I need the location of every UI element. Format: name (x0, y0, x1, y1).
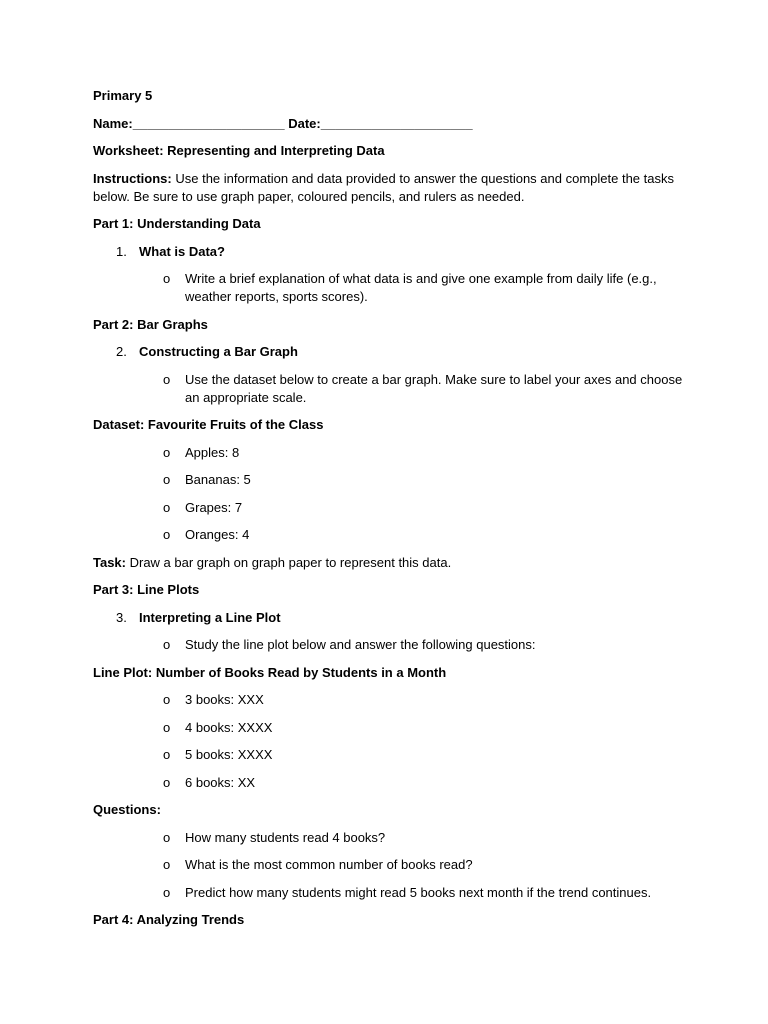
bullet-marker: o (163, 774, 171, 790)
name-label: Name: (93, 115, 133, 131)
dataset-item-grapes: Grapes: 7 (185, 499, 243, 515)
bullet-marker: o (163, 271, 171, 286)
question-number: 2. (116, 344, 127, 359)
worksheet-page (93, 87, 683, 939)
list-item (93, 856, 683, 874)
list-item (93, 774, 683, 792)
task-line (93, 554, 683, 572)
question-text: How many students read 4 books? (185, 829, 386, 845)
dataset-title: Dataset: Favourite Fruits of the Class (93, 417, 324, 432)
question-number: 1. (116, 243, 127, 259)
list-item (93, 746, 683, 764)
name-blank: _____________________ (132, 115, 285, 131)
dataset-item-apples: Apples: 8 (185, 444, 240, 460)
lineplot-row-4: 4 books: XXXX (185, 719, 273, 735)
dataset-item-oranges: Oranges: 4 (185, 527, 250, 542)
name-date-line (93, 115, 683, 133)
worksheet-title: Worksheet: Representing and Interpreting Data (93, 143, 385, 158)
list-item (93, 371, 683, 407)
bullet-marker: o (163, 829, 171, 845)
lineplot-title: Line Plot: Number of Books Read by Students in a Month (93, 664, 447, 680)
date-blank: _____________________ (320, 115, 473, 131)
instructions-text: Use the information and data provided to answer the questions and complete the tasks below. Be sure to use graph paper, coloured pencils, and rulers as needed. (93, 170, 674, 204)
part4-heading: Part 4: Analyzing Trends (93, 912, 245, 927)
list-item (93, 499, 683, 517)
lineplot-row-6: 6 books: XX (185, 774, 256, 790)
bullet-marker: o (163, 884, 171, 900)
bullet-marker: o (163, 499, 171, 515)
bullet-marker: o (163, 719, 171, 735)
dataset-item-bananas: Bananas: 5 (185, 472, 251, 487)
part2-heading: Part 2: Bar Graphs (93, 316, 208, 332)
list-item (93, 471, 683, 489)
list-item (93, 636, 683, 654)
lineplot-row-3: 3 books: XXX (185, 692, 264, 707)
list-item (93, 829, 683, 847)
date-label: Date: (288, 115, 321, 131)
list-item (93, 270, 683, 306)
part3-question (93, 609, 683, 627)
list-item-text: Write a brief explanation of what data is and give one example from daily life (e.g., weather reports, sports scores). (185, 271, 657, 304)
questions-label: Questions: (93, 802, 161, 817)
bullet-marker: o (163, 637, 171, 652)
list-item (93, 884, 683, 902)
question-title: Interpreting a Line Plot (139, 609, 281, 625)
grade-label: Primary 5 (93, 88, 153, 103)
bullet-marker: o (163, 444, 171, 460)
task-text: Draw a bar graph on graph paper to represent this data. (126, 554, 452, 570)
list-item (93, 526, 683, 544)
bullet-marker: o (163, 371, 171, 387)
part2-question (93, 343, 683, 361)
bullet-marker: o (163, 527, 171, 542)
question-title: Constructing a Bar Graph (139, 344, 298, 359)
list-item-text: Study the line plot below and answer the following questions: (185, 637, 536, 652)
bullet-marker: o (163, 857, 171, 872)
task-label: Task: (93, 554, 126, 570)
instructions (93, 170, 683, 206)
question-text: Predict how many students might read 5 books next month if the trend continues. (185, 884, 652, 900)
list-item (93, 444, 683, 462)
question-number: 3. (116, 609, 127, 625)
part1-question (93, 243, 683, 261)
list-item (93, 691, 683, 709)
question-text: What is the most common number of books read? (185, 857, 473, 872)
lineplot-row-5: 5 books: XXXX (185, 747, 273, 762)
instructions-label: Instructions: (93, 170, 172, 186)
part3-heading: Part 3: Line Plots (93, 582, 200, 597)
bullet-marker: o (163, 747, 171, 762)
bullet-marker: o (163, 692, 171, 707)
bullet-marker: o (163, 472, 171, 487)
list-item (93, 719, 683, 737)
question-title: What is Data? (139, 243, 225, 259)
part1-heading: Part 1: Understanding Data (93, 216, 261, 231)
list-item-text: Use the dataset below to create a bar graph. Make sure to label your axes and choose an appropriate scale. (185, 371, 683, 405)
